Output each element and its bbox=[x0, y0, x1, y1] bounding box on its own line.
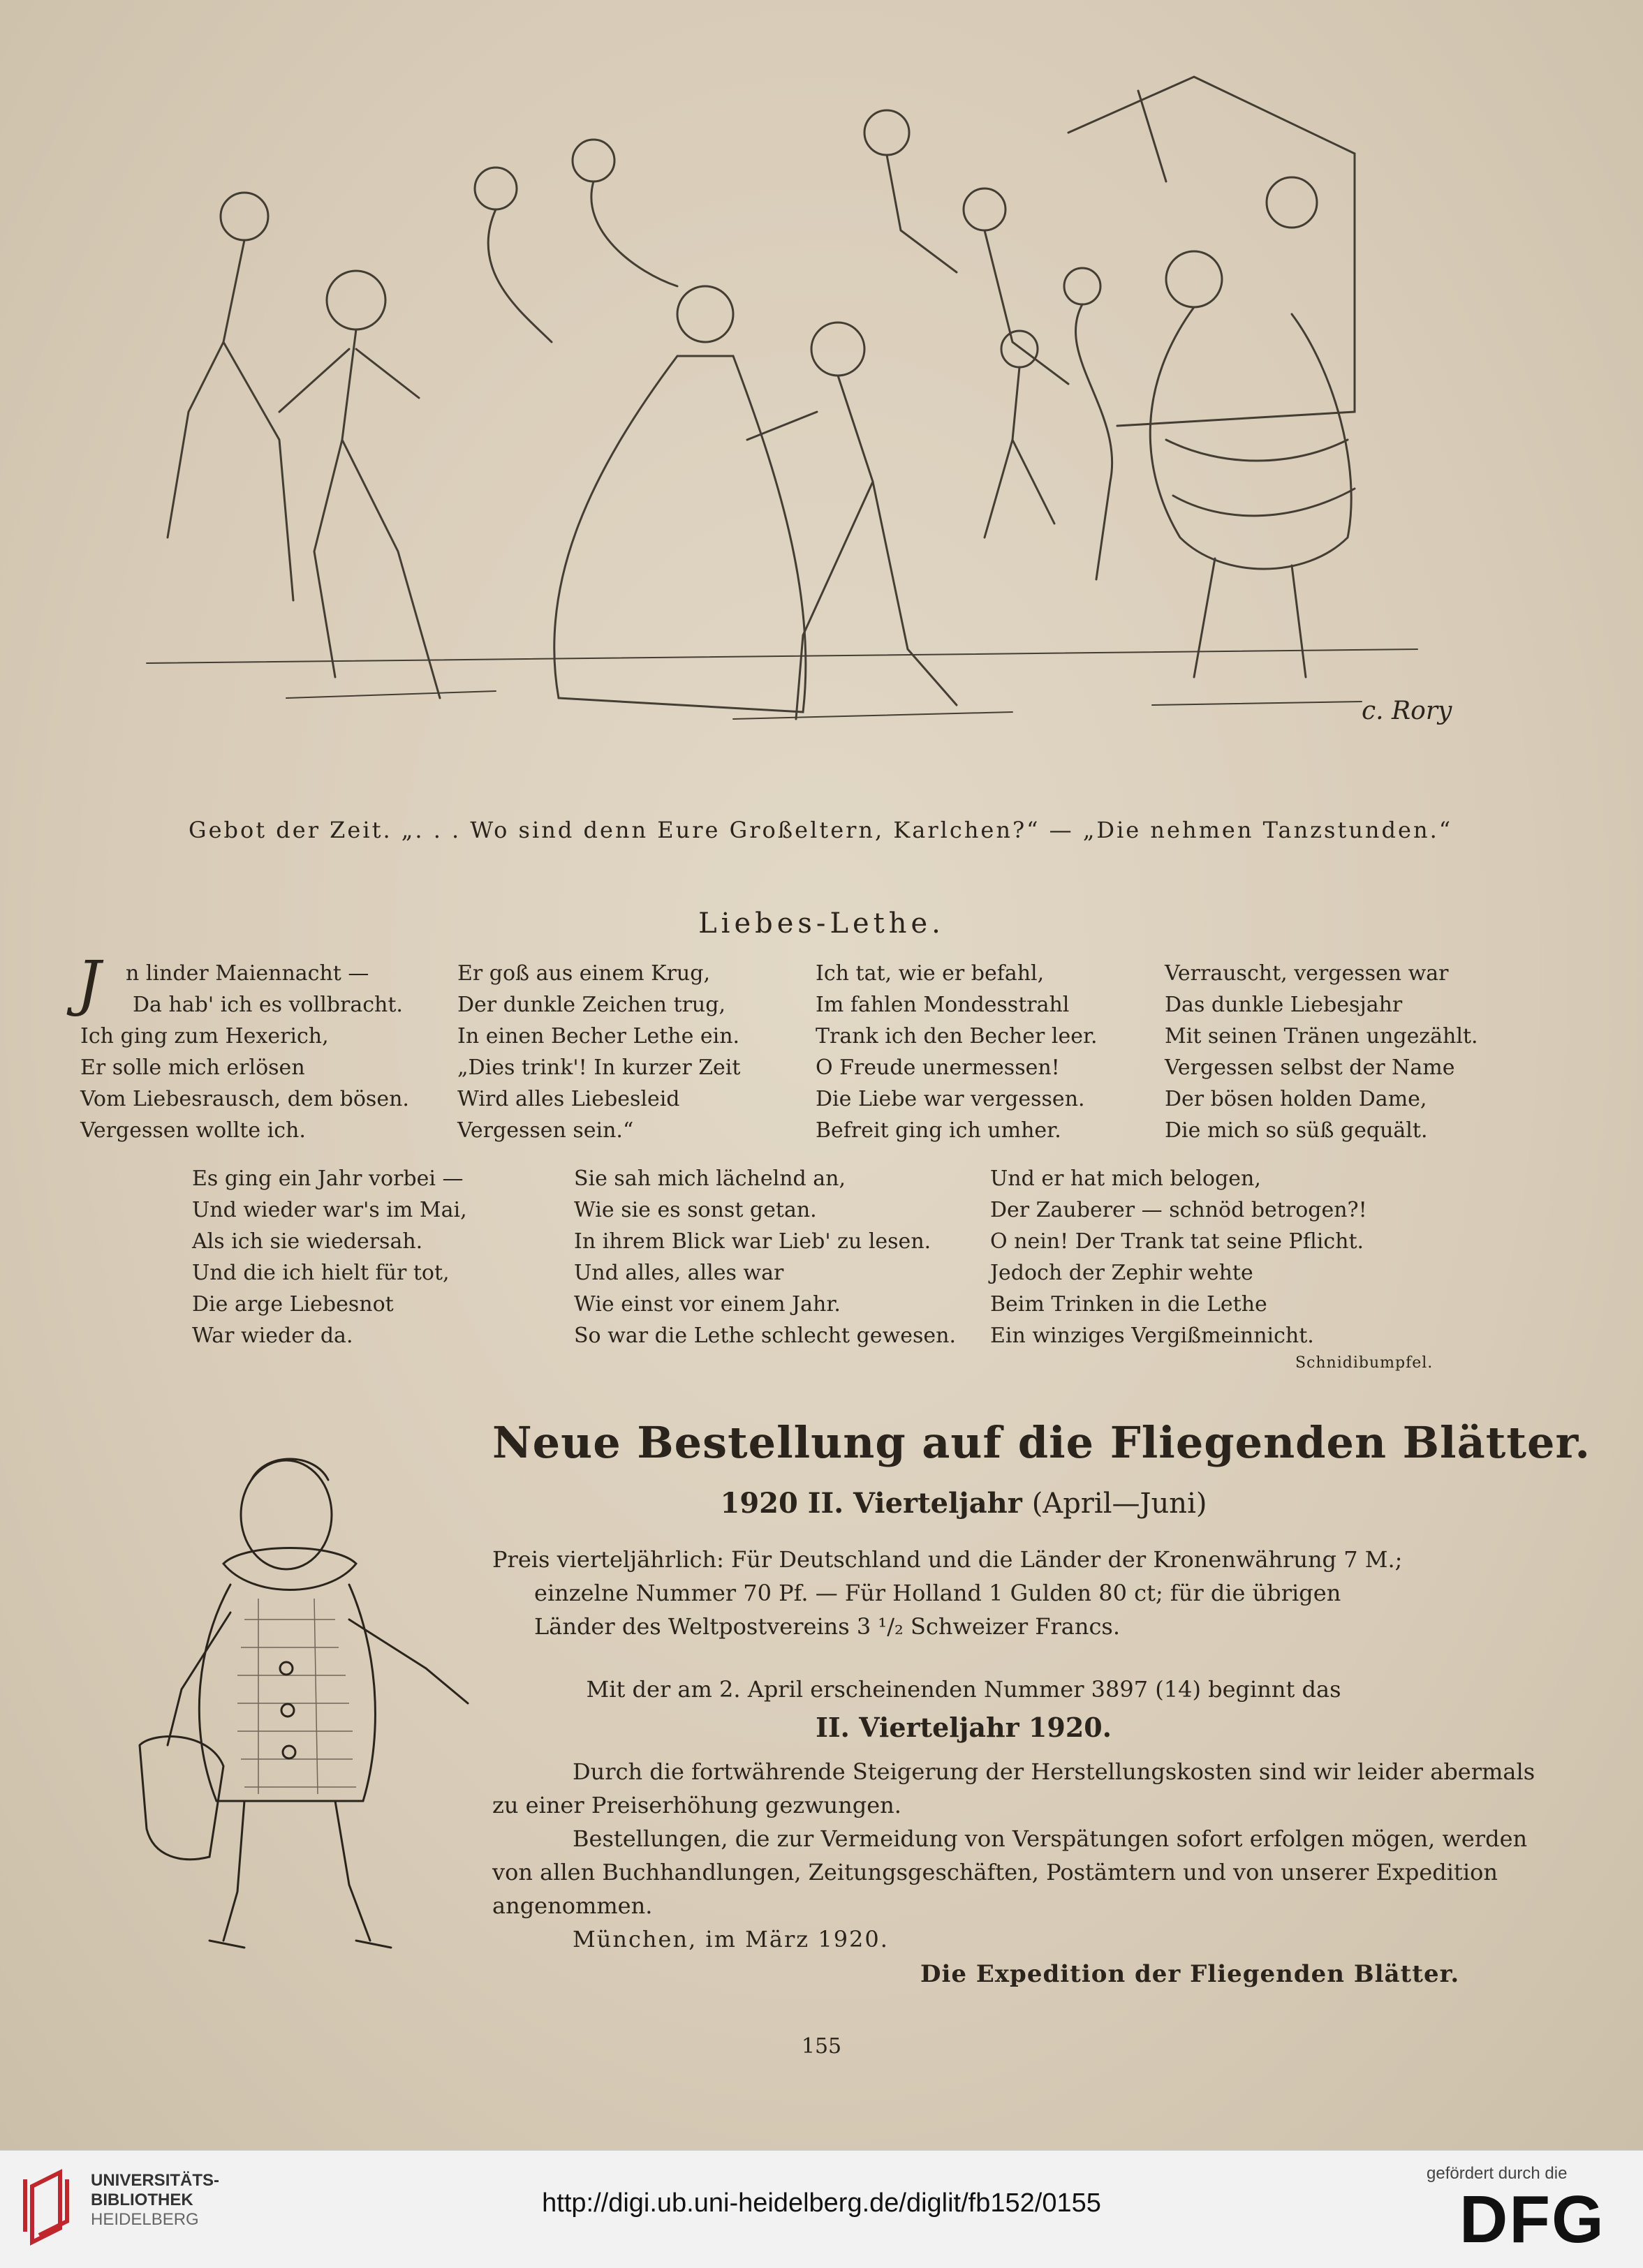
verse-line: Befreit ging ich umher. bbox=[816, 1118, 1061, 1143]
poem-stanza1-col2 bbox=[457, 958, 740, 1146]
verse-line: Die mich so süß gequält. bbox=[1165, 1118, 1428, 1143]
verse-line: Das dunkle Liebesjahr bbox=[1165, 993, 1403, 1017]
verse-line: Er solle mich erlösen bbox=[80, 1055, 305, 1080]
poem-stanza1-col4 bbox=[1165, 958, 1478, 1146]
verse-line: Im fahlen Mondesstrahl bbox=[816, 993, 1070, 1017]
poem-stanza1-col3 bbox=[816, 958, 1098, 1146]
body-line: Bestellungen, die zur Vermeidung von Verspätungen sofort erfolgen mögen, werden bbox=[573, 1825, 1528, 1852]
verse-line: So war die Lethe schlecht gewesen. bbox=[574, 1324, 957, 1348]
verse-line: Sie sah mich lächelnd an, bbox=[574, 1166, 846, 1191]
place-date: München, im März 1920. bbox=[573, 1926, 889, 1952]
price-line: Preis vierteljährlich: Für Deutschland und die Länder der Kronenwährung 7 M.; bbox=[492, 1546, 1403, 1573]
verse-line: In ihrem Blick war Lieb' zu lesen. bbox=[574, 1229, 931, 1254]
verse-line: Er goß aus einem Krug, bbox=[457, 961, 710, 986]
jester-illustration bbox=[126, 1438, 482, 1976]
verse-line: Mit seinen Tränen ungezählt. bbox=[1165, 1024, 1478, 1048]
verse-line: Der dunkle Zeichen trug, bbox=[457, 993, 725, 1017]
verse-line: Verrauscht, vergessen war bbox=[1165, 961, 1449, 986]
verse-line: Jedoch der Zephir wehte bbox=[990, 1261, 1253, 1285]
illustration-signature: c. Rory bbox=[1362, 697, 1452, 725]
verse-line: Ich ging zum Hexerich, bbox=[80, 1024, 329, 1048]
drop-cap: J bbox=[77, 949, 101, 1018]
ad-body bbox=[492, 1755, 1535, 1956]
funding-label: gefördert durch die bbox=[1427, 2164, 1568, 2183]
verse-line: Als ich sie wiedersah. bbox=[192, 1229, 423, 1254]
body-line: angenommen. bbox=[492, 1892, 653, 1919]
ad-quarter-label: 1920 II. Vierteljahr bbox=[720, 1487, 1022, 1520]
price-line: einzelne Nummer 70 Pf. — Für Holland 1 Gulden 80 ct; für die übrigen bbox=[534, 1580, 1341, 1606]
verse-line: Es ging ein Jahr vorbei — bbox=[192, 1166, 464, 1191]
price-line: Länder des Weltpostvereins 3 ¹/₂ Schweizer Francs. bbox=[534, 1613, 1120, 1640]
library-line: BIBLIOTHEK bbox=[91, 2191, 193, 2209]
ad-quarter-months: (April—Juni) bbox=[1031, 1488, 1207, 1520]
verse-line: Ein winziges Vergißmeinnicht. bbox=[990, 1324, 1314, 1348]
ad-closing: Die Expedition der Fliegenden Blätter. bbox=[920, 1960, 1460, 1988]
verse-line: O nein! Der Trank tat seine Pflicht. bbox=[990, 1229, 1364, 1254]
verse-line: Und alles, alles war bbox=[574, 1261, 784, 1285]
poem-stanza1-col1 bbox=[80, 958, 409, 1146]
verse-line: Beim Trinken in die Lethe bbox=[990, 1292, 1267, 1317]
verse-line: Die Liebe war vergessen. bbox=[816, 1087, 1085, 1111]
page-number: 155 bbox=[801, 2034, 842, 2059]
verse-line: Und wieder war's im Mai, bbox=[192, 1198, 467, 1222]
dfg-logo: DFG bbox=[1459, 2182, 1605, 2257]
ad-quarter-2: II. Vierteljahr 1920. bbox=[816, 1712, 1112, 1743]
body-line: von allen Buchhandlungen, Zeitungsgeschäften, Postämtern und von unserer Expedition bbox=[492, 1859, 1498, 1885]
verse-line: Und er hat mich belogen, bbox=[990, 1166, 1261, 1191]
poem-title: Liebes-Lethe. bbox=[698, 907, 945, 940]
poem-author: Schnidibumpfel. bbox=[1295, 1354, 1434, 1372]
body-line: zu einer Preiserhöhung gezwungen. bbox=[492, 1792, 901, 1818]
verse-line: Da hab' ich es vollbracht. bbox=[133, 993, 403, 1017]
verse-line: Der bösen holden Dame, bbox=[1165, 1087, 1427, 1111]
verse-line: Der Zauberer — schnöd betrogen?! bbox=[990, 1198, 1367, 1222]
verse-line: Trank ich den Becher leer. bbox=[816, 1024, 1098, 1048]
library-line: UNIVERSITÄTS- bbox=[91, 2171, 220, 2190]
verse-line: „Dies trink'! In kurzer Zeit bbox=[457, 1055, 741, 1080]
ad-headline: Neue Bestellung auf die Fliegenden Blätter. bbox=[492, 1417, 1591, 1468]
verse-line: Und die ich hielt für tot, bbox=[192, 1261, 450, 1285]
poem-stanza2-col2 bbox=[574, 1163, 956, 1351]
ad-quarter bbox=[492, 1487, 1435, 1520]
body-line: Durch die fortwährende Steigerung der Herstellungskosten sind wir leider abermals bbox=[573, 1758, 1535, 1785]
verse-line: Wie sie es sonst getan. bbox=[574, 1198, 817, 1222]
poem-stanza2-col1 bbox=[192, 1163, 467, 1351]
verse-line: n linder Maiennacht — bbox=[126, 961, 369, 986]
verse-line: Die arge Liebesnot bbox=[192, 1292, 394, 1317]
verse-line: Vergessen sein.“ bbox=[457, 1118, 634, 1143]
verse-line: Vergessen wollte ich. bbox=[80, 1118, 306, 1143]
poem-stanza2-col3 bbox=[990, 1163, 1367, 1351]
illustration-caption: Gebot der Zeit. „. . . Wo sind denn Eure Großeltern, Karlchen?“ — „Die nehmen Tanzstunden.“ bbox=[189, 817, 1453, 843]
permalink[interactable]: http://digi.ub.uni-heidelberg.de/diglit/fb152/0155 bbox=[542, 2188, 1101, 2218]
verse-line: Ich tat, wie er befahl, bbox=[816, 961, 1045, 986]
library-line: HEIDELBERG bbox=[91, 2210, 199, 2229]
ad-price-block bbox=[492, 1543, 1435, 1643]
verse-line: Wird alles Liebesleid bbox=[457, 1087, 680, 1111]
dance-scene-illustration bbox=[105, 49, 1459, 803]
ad-issue-line: Mit der am 2. April erscheinenden Nummer 3897 (14) beginnt das bbox=[586, 1676, 1341, 1703]
verse-line: War wieder da. bbox=[192, 1324, 353, 1348]
verse-line: Wie einst vor einem Jahr. bbox=[574, 1292, 841, 1317]
verse-line: O Freude unermessen! bbox=[816, 1055, 1060, 1080]
verse-line: Vergessen selbst der Name bbox=[1165, 1055, 1455, 1080]
verse-line: Vom Liebesrausch, dem bösen. bbox=[80, 1087, 409, 1111]
verse-line: In einen Becher Lethe ein. bbox=[457, 1024, 740, 1048]
